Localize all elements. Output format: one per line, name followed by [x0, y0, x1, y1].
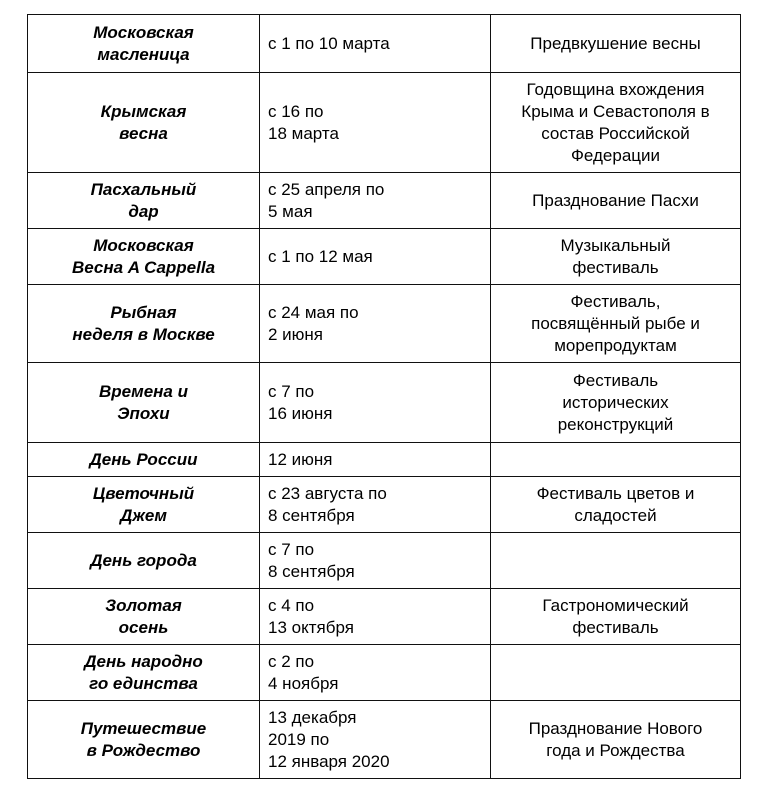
- festival-name: Московская Весна A Cappella: [71, 235, 216, 277]
- festival-dates: с 7 по 16 июня: [268, 381, 333, 423]
- festival-description-cell: [491, 533, 741, 589]
- festival-dates: с 1 по 10 марта: [268, 33, 390, 53]
- festival-name-cell: [28, 477, 260, 533]
- festival-dates: с 4 по 13 октября: [268, 595, 354, 637]
- festival-description: Фестиваль, посвящённый рыбе и морепродуктам: [531, 291, 700, 355]
- festival-name: Рыбная неделя в Москве: [72, 302, 215, 344]
- table-row: [28, 229, 741, 285]
- festival-description-cell: [491, 701, 741, 779]
- festival-name-cell: [28, 533, 260, 589]
- festival-dates-cell: [260, 645, 491, 701]
- festival-description: Музыкальный фестиваль: [560, 235, 671, 277]
- festival-dates: 12 июня: [268, 449, 333, 469]
- festival-dates-cell: [260, 477, 491, 533]
- festival-description-cell: [491, 363, 741, 443]
- festival-name: Московская масленица: [93, 22, 194, 64]
- festival-description-cell: [491, 73, 741, 173]
- festival-dates-cell: [260, 173, 491, 229]
- festival-name: Золотая осень: [105, 595, 182, 637]
- festival-name-cell: [28, 363, 260, 443]
- festival-description-cell: [491, 173, 741, 229]
- festival-dates-cell: [260, 73, 491, 173]
- festival-name: Цветочный Джем: [92, 483, 195, 525]
- festival-dates-cell: [260, 443, 491, 477]
- festival-name-cell: [28, 645, 260, 701]
- festival-name: Крымская весна: [100, 101, 187, 143]
- festival-description: Празднование Нового года и Рождества: [528, 718, 703, 760]
- table-row: [28, 443, 741, 477]
- festival-name-cell: [28, 285, 260, 363]
- festival-name: День России: [89, 449, 198, 469]
- festival-dates-cell: [260, 701, 491, 779]
- festival-description: Фестиваль цветов и сладостей: [536, 483, 695, 525]
- festival-name-cell: [28, 443, 260, 477]
- festival-dates: с 16 по 18 марта: [268, 101, 339, 143]
- festival-dates-cell: [260, 363, 491, 443]
- festival-description-cell: [491, 645, 741, 701]
- festival-name: День народно го единства: [84, 651, 203, 693]
- festival-dates: с 1 по 12 мая: [268, 246, 373, 266]
- festival-description: Предвкушение весны: [530, 33, 701, 53]
- festival-description-cell: [491, 15, 741, 73]
- table-row: [28, 73, 741, 173]
- table-row: [28, 173, 741, 229]
- festival-name-cell: [28, 173, 260, 229]
- festival-dates: с 7 по 8 сентября: [268, 539, 355, 581]
- festival-name-cell: [28, 229, 260, 285]
- table-row: [28, 285, 741, 363]
- festival-name-cell: [28, 589, 260, 645]
- festival-dates: с 25 апреля по 5 мая: [268, 179, 385, 221]
- festival-description: Годовщина вхождения Крыма и Севастополя в состав Российской Федерации: [521, 79, 710, 165]
- festival-dates: с 23 августа по 8 сентября: [268, 483, 387, 525]
- festival-description-cell: [491, 229, 741, 285]
- table-row: [28, 645, 741, 701]
- table-row: [28, 701, 741, 779]
- festival-dates-cell: [260, 533, 491, 589]
- festival-description: Фестиваль исторических реконструкций: [557, 370, 674, 434]
- festival-description-cell: [491, 443, 741, 477]
- festival-dates: с 24 мая по 2 июня: [268, 302, 359, 344]
- festival-name: Путешествие в Рождество: [80, 718, 207, 760]
- festival-dates-cell: [260, 15, 491, 73]
- festival-name: Времена и Эпохи: [99, 381, 188, 423]
- festival-description-cell: [491, 589, 741, 645]
- festival-description-cell: [491, 285, 741, 363]
- festival-dates-cell: [260, 589, 491, 645]
- festival-dates: с 2 по 4 ноября: [268, 651, 339, 693]
- table-row: [28, 15, 741, 73]
- table-row: [28, 589, 741, 645]
- festival-dates: 13 декабря 2019 по 12 января 2020: [268, 707, 390, 771]
- table-row: [28, 477, 741, 533]
- festival-description-cell: [491, 477, 741, 533]
- table-row: [28, 533, 741, 589]
- festival-name-cell: [28, 15, 260, 73]
- festival-table: [27, 14, 741, 779]
- table-row: [28, 363, 741, 443]
- festival-name-cell: [28, 701, 260, 779]
- festival-dates-cell: [260, 229, 491, 285]
- festival-dates-cell: [260, 285, 491, 363]
- festival-name-cell: [28, 73, 260, 173]
- festival-description: Гастрономический фестиваль: [542, 595, 689, 637]
- festival-name: Пасхальный дар: [90, 179, 197, 221]
- festival-description: Празднование Пасхи: [532, 190, 699, 210]
- festival-name: День города: [90, 550, 197, 570]
